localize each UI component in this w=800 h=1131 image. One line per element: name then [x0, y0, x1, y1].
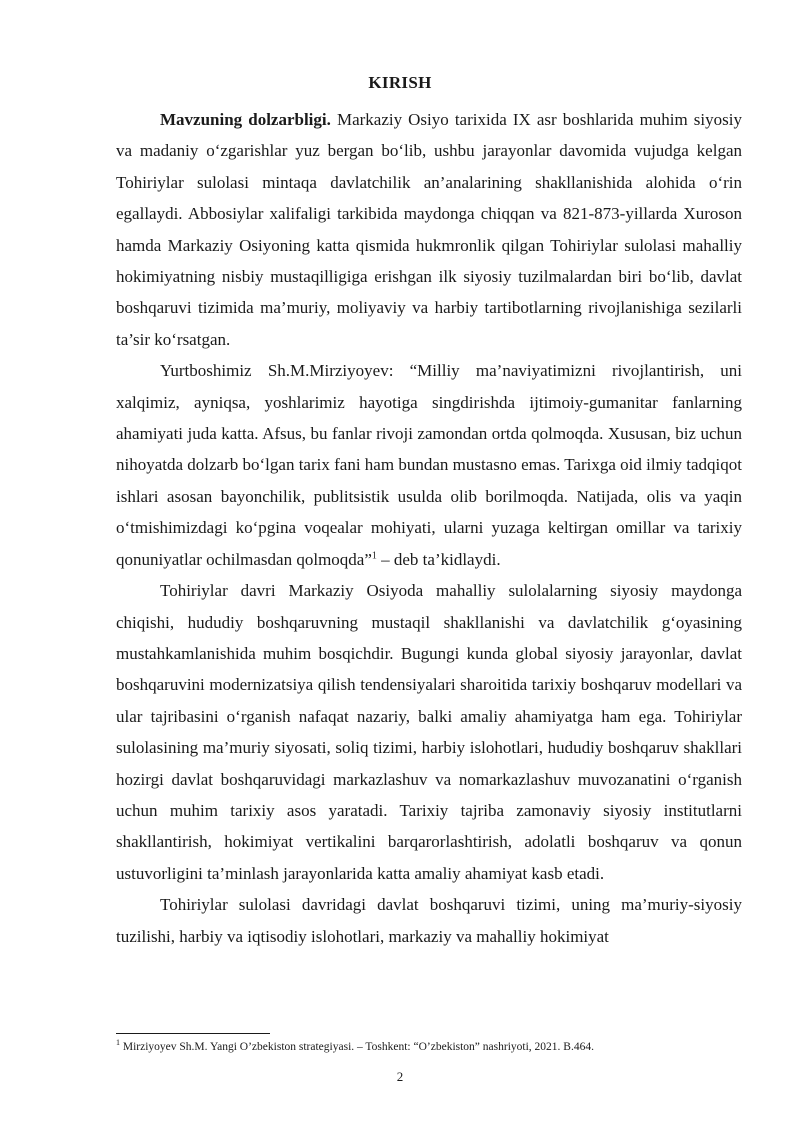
paragraph-text: Markaziy Osiyo tarixida IX asr boshlarida muhim siyosiy va madaniy o‘zgarishlar yuz bergan bo‘lib, ushbu jarayonlar davomida vujudga kelgan Tohiriylar sulolasi mintaqa davlatchilik an’analarining shakllanishida alohida o‘rin egallaydi. Abbosiylar xalifaligi tarkibida maydonga chiqqan va 821-873-yillarda Xuroson hamda Markaziy Osiyoning katta qismida hukmronlik qilgan Tohiriylar sulolasi mahalliy hokimiyatning nisbiy mustaqilligiga erishgan ilk siyosiy tuzilmalardan biri bo‘lib, davlat boshqaruvi tizimida ma’muriy, moliyaviy va harbiy tartibotlarning rivojlanishiga sezilarli ta’sir ko‘rsatgan. [116, 110, 742, 349]
page-number: 2 [396, 1069, 404, 1084]
section-title: KIRISH [368, 73, 432, 92]
paragraph-text: Tohiriylar sulolasi davridagi davlat boshqaruvi tizimi, uning ma’muriy-siyosiy tuzilishi, harbiy va iqtisodiy islohotlari, markaziy va mahalliy hokimiyat [116, 895, 742, 946]
footnote-separator [116, 1033, 270, 1034]
footnote-marker: 1 [116, 1038, 120, 1048]
footnote-text: Mirziyoyev Sh.M. Yangi O’zbekiston strategiyasi. – Toshkent: “O’zbekiston” nashriyoti, 2021. B.464. [120, 1041, 594, 1053]
paragraph-quote [116, 355, 742, 575]
paragraph-governance [116, 889, 742, 952]
paragraph-tail: – deb ta’kidlaydi. [376, 549, 501, 569]
paragraph-tahirid-period [116, 575, 742, 889]
footnote [116, 1040, 756, 1054]
paragraph-text: Tohiriylar davri Markaziy Osiyoda mahalliy sulolalarning siyosiy maydonga chiqishi, hududiy boshqaruvning mustaqil shakllanishi va davlatchilik g‘oyasining mustahkamlanishida muhim bosqichdir. Bugungi kunda global siyosiy jarayonlar, davlat boshqaruvini modernizatsiya qilish tendensiyalari sharoitida tarixiy boshqaruv modellari va ular tajribasini o‘rganish nafaqat nazariy, balki amaliy ahamiyatga ham ega. Tohiriylar sulolasining ma’muriy siyosati, soliq tizimi, harbiy islohotlari, hududiy boshqaruv shakllari hozirgi davlat boshqaruvidagi markazlashuv va nomarkazlashuv muvozanatini o‘rganish uchun muhim tarixiy asos yaratadi. Tarixiy tajriba zamonaviy siyosiy institutlarni shakllantirish, hokimiyat vertikalini barqarorlashtirish, adolatli boshqaruv va qonun ustuvorligini ta’minlash jarayonlarida katta amaliy ahamiyat kasb etadi. [116, 581, 742, 883]
paragraph-relevance [116, 104, 742, 355]
paragraph-lead: Mavzuning dolzarbligi. [160, 110, 331, 129]
body-text [116, 104, 742, 952]
footnote-reference[interactable]: 1 [371, 550, 377, 562]
paragraph-text: Yurtboshimiz Sh.M.Mirziyoyev: “Milliy ma’naviyatimizni rivojlantirish, uni xalqimiz, ayniqsa, yoshlarimiz hayotiga singdirishda ijtimoiy-gumanitar fanlarning ahamiyati juda katta. Afsus, bu fanlar rivoji zamondan ortda qolmoqda. Xususan, biz uchun nihoyatda dolzarb bo‘lgan tarix fani ham bundan mustasno emas. Tarixga oid ilmiy tadqiqot ishlari asosan bayonchilik, publitsistik usulda olib borilmoqda. Natijada, olis va yaqin o‘tmishimizdagi ko‘pgina voqealar mohiyati, ularni yuzaga keltirgan omillar va tarixiy qonuniyatlar ochilmasdan qolmoqda” [116, 361, 742, 569]
